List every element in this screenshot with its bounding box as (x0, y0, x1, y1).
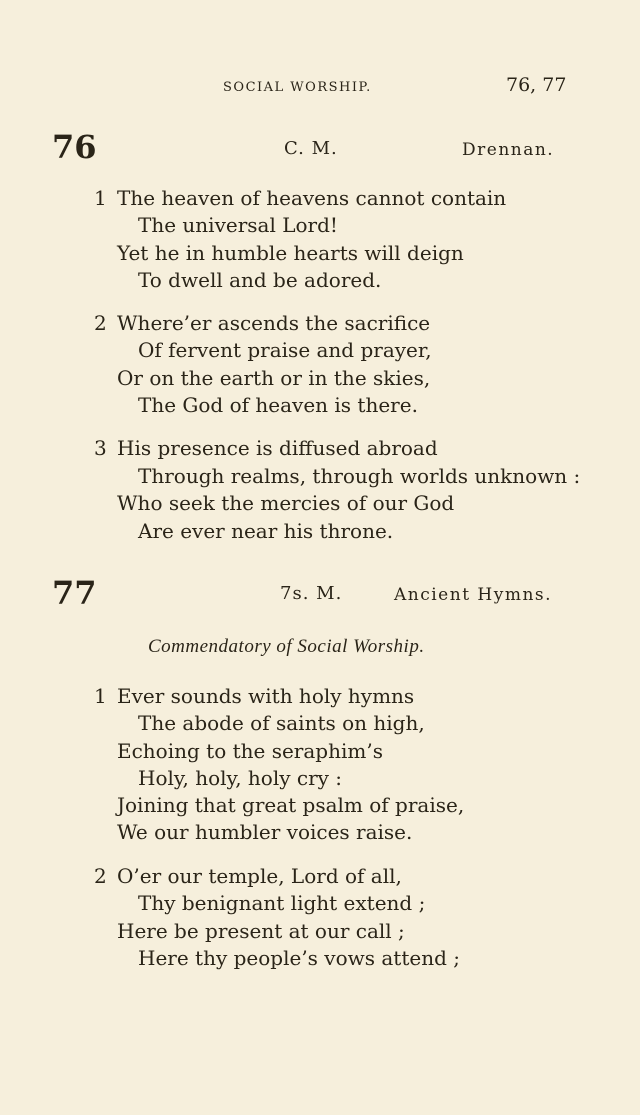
page-numbers: 76, 77 (506, 74, 567, 96)
hymn-77-stanza-2-number: 2 (94, 864, 107, 888)
hymn-77-stanza-2-line-1: O’er our temple, Lord of all, (117, 864, 402, 888)
hymn-76-stanza-3-line-1: His presence is diffused abroad (117, 436, 438, 460)
hymn-76-stanza-2-number: 2 (94, 311, 107, 335)
hymn-77-stanza-2-line-2: Thy benignant light extend ; (138, 891, 426, 915)
hymn-76-stanza-1-line-4: To dwell and be adored. (138, 268, 382, 292)
hymn-76-meter: C. M. (284, 138, 338, 159)
hymn-76-stanza-1-line-3: Yet he in humble hearts will deign (117, 241, 464, 265)
hymn-76-stanza-2-line-3: Or on the earth or in the skies, (117, 366, 431, 390)
hymn-77-stanza-1-line-4: Holy, holy, holy cry : (138, 766, 343, 790)
hymn-77-stanza-1-line-6: We our humbler voices raise. (117, 820, 413, 844)
hymn-77-stanza-2-line-3: Here be present at our call ; (117, 919, 405, 943)
hymn-77-meter: 7s. M. (280, 583, 343, 604)
hymn-76-stanza-1-line-2: The universal Lord! (138, 213, 338, 237)
hymn-77-stanza-1-line-3: Echoing to the seraphim’s (117, 739, 383, 763)
hymn-77-stanza-1-line-1: Ever sounds with holy hymns (117, 684, 415, 708)
running-head: SOCIAL WORSHIP. (223, 80, 372, 95)
hymn-77-tune: Ancient Hymns. (394, 585, 553, 605)
hymn-77-stanza-1-number: 1 (94, 684, 107, 708)
hymn-76-stanza-1-number: 1 (94, 186, 107, 210)
hymn-76-tune: Drennan. (462, 140, 555, 160)
hymn-76-stanza-3-line-4: Are ever near his throne. (138, 519, 394, 543)
hymn-77-subtitle: Commendatory of Social Worship. (148, 636, 425, 657)
hymn-76-stanza-2-line-4: The God of heaven is there. (138, 393, 418, 417)
hymn-77-stanza-1-line-5: Joining that great psalm of praise, (117, 793, 465, 817)
hymn-76-stanza-3-line-3: Who seek the mercies of our God (117, 491, 455, 515)
hymn-76-number: 76 (52, 128, 97, 166)
hymn-77-stanza-2-line-4: Here thy people’s vows attend ; (138, 946, 460, 970)
hymn-76-stanza-2-line-2: Of fervent praise and prayer, (138, 338, 432, 362)
hymn-76-stanza-2-line-1: Where’er ascends the sacrifice (117, 311, 431, 335)
hymn-76-stanza-3-line-2: Through realms, through worlds unknown : (138, 464, 581, 488)
hymn-77-number: 77 (52, 574, 97, 612)
hymn-76-stanza-1-line-1: The heaven of heavens cannot contain (117, 186, 507, 210)
hymn-77-stanza-1-line-2: The abode of saints on high, (138, 711, 425, 735)
hymn-76-stanza-3-number: 3 (94, 436, 107, 460)
